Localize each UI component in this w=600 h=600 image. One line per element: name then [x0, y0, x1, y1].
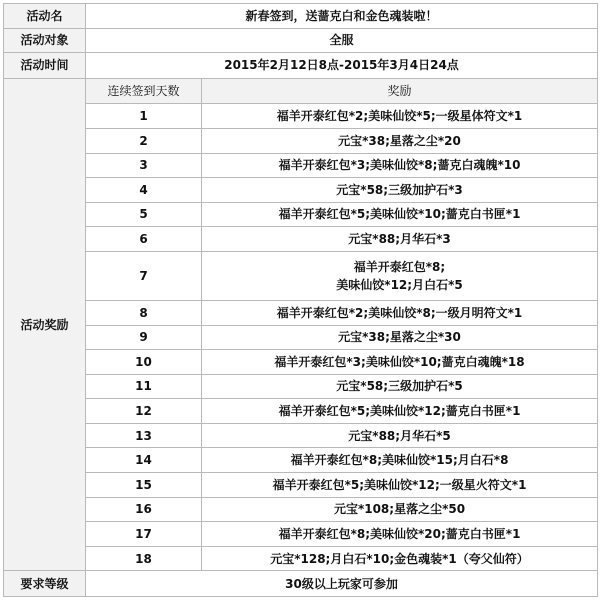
reward-row	[4, 128, 598, 153]
reward-row	[4, 399, 598, 424]
level-value: 30级以上玩家可参加	[86, 571, 598, 597]
reward-row	[4, 473, 598, 498]
reward-line: 福羊开泰红包*8;美味仙饺*15;月白石*8	[290, 453, 509, 468]
reward-day: 4	[86, 178, 202, 203]
reward-line: 福羊开泰红包*2;美味仙饺*5;一级星体符文*1	[276, 109, 523, 124]
reward-day: 12	[86, 399, 202, 424]
reward-text	[202, 227, 598, 252]
reward-text	[202, 104, 598, 129]
reward-day: 7	[86, 251, 202, 300]
level-label: 要求等级	[4, 571, 86, 597]
reward-row	[4, 178, 598, 203]
event-target-label: 活动对象	[4, 28, 86, 53]
reward-text	[202, 128, 598, 153]
reward-day: 1	[86, 104, 202, 129]
reward-line: 福羊开泰红包*3;美味仙饺*8;蔷克白魂魄*10	[278, 158, 521, 173]
reward-text	[202, 325, 598, 350]
event-time-label: 活动时间	[4, 53, 86, 79]
reward-text	[202, 522, 598, 547]
reward-line: 福羊开泰红包*8;美味仙饺*20;蔷克白书匣*1	[278, 526, 521, 541]
reward-day: 8	[86, 300, 202, 325]
reward-line: 元宝*88;月华石*5	[348, 428, 451, 443]
row-level	[4, 571, 598, 597]
reward-day: 17	[86, 522, 202, 547]
reward-row	[4, 497, 598, 522]
reward-row	[4, 202, 598, 227]
event-name-value: 新春签到，送蔷克白和金色魂装啦！	[86, 4, 598, 29]
reward-row	[4, 546, 598, 571]
reward-line: 福羊开泰红包*3;美味仙饺*10;蔷克白魂魄*18	[274, 354, 525, 369]
reward-text	[202, 350, 598, 375]
reward-row	[4, 251, 598, 300]
reward-day: 2	[86, 128, 202, 153]
reward-row	[4, 374, 598, 399]
reward-line: 元宝*58;三级加护石*5	[336, 379, 463, 394]
reward-text	[202, 448, 598, 473]
reward-line: 元宝*38;星落之尘*30	[338, 330, 461, 345]
reward-row	[4, 227, 598, 252]
reward-text	[202, 153, 598, 178]
reward-text	[202, 497, 598, 522]
reward-text	[202, 423, 598, 448]
row-event-name	[4, 4, 598, 29]
row-event-time	[4, 53, 598, 79]
reward-line: 福羊开泰红包*5;美味仙饺*12;一级星火符文*1	[272, 477, 527, 492]
reward-text	[202, 374, 598, 399]
reward-line: 元宝*58;三级加护石*3	[336, 182, 463, 197]
reward-day: 16	[86, 497, 202, 522]
event-target-value: 全服	[86, 28, 598, 53]
event-table	[3, 3, 598, 597]
reward-line: 美味仙饺*12;月白石*5	[336, 277, 463, 292]
reward-line: 元宝*128;月白石*10;金色魂装*1（夸父仙符）	[270, 551, 529, 566]
reward-text	[202, 546, 598, 571]
reward-row	[4, 104, 598, 129]
reward-line: 福羊开泰红包*2;美味仙饺*8;一级月明符文*1	[276, 305, 523, 320]
reward-day: 14	[86, 448, 202, 473]
reward-text	[202, 202, 598, 227]
reward-row	[4, 325, 598, 350]
row-event-target	[4, 28, 598, 53]
reward-row	[4, 522, 598, 547]
reward-row	[4, 300, 598, 325]
reward-day: 15	[86, 473, 202, 498]
reward-text	[202, 178, 598, 203]
reward-header: 奖励	[202, 78, 598, 104]
reward-header-row	[4, 78, 598, 104]
reward-text	[202, 300, 598, 325]
reward-row	[4, 423, 598, 448]
reward-day: 6	[86, 227, 202, 252]
reward-line: 元宝*108;星落之尘*50	[333, 502, 466, 517]
reward-day: 11	[86, 374, 202, 399]
reward-row	[4, 153, 598, 178]
reward-text	[202, 473, 598, 498]
days-header: 连续签到天数	[86, 78, 202, 104]
reward-line: 元宝*38;星落之尘*20	[338, 133, 461, 148]
reward-line: 福羊开泰红包*5;美味仙饺*10;蔷克白书匣*1	[278, 207, 521, 222]
reward-line: 福羊开泰红包*8;	[353, 259, 446, 274]
reward-row	[4, 350, 598, 375]
reward-line: 元宝*88;月华石*3	[348, 232, 451, 247]
reward-label: 活动奖励	[4, 78, 86, 571]
reward-day: 3	[86, 153, 202, 178]
event-name-label: 活动名	[4, 4, 86, 29]
reward-day: 18	[86, 546, 202, 571]
reward-line: 福羊开泰红包*5;美味仙饺*12;蔷克白书匣*1	[278, 404, 521, 419]
reward-day: 10	[86, 350, 202, 375]
event-time-value: 2015年2月12日8点-2015年3月4日24点	[86, 53, 598, 79]
reward-day: 9	[86, 325, 202, 350]
reward-day: 13	[86, 423, 202, 448]
reward-day: 5	[86, 202, 202, 227]
reward-row	[4, 448, 598, 473]
reward-text	[202, 251, 598, 300]
reward-text	[202, 399, 598, 424]
